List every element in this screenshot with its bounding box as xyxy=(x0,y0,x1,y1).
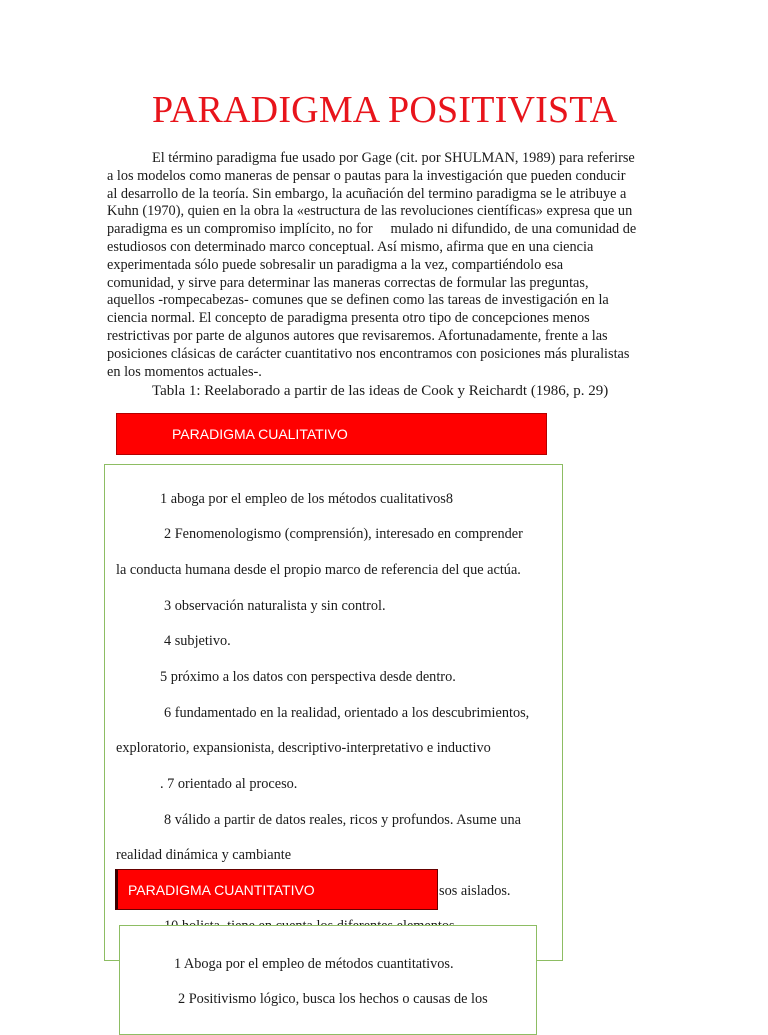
paragraph-line: comunidad, y sirve para determinar las maneras correctas de formular las preguntas, xyxy=(107,274,589,291)
paragraph-line: experimentada sólo puede sobresalir un paradigma a la vez, compartiéndolo esa xyxy=(107,256,564,273)
cualitativo-item: 8 válido a partir de datos reales, ricos y profundos. Asume una xyxy=(164,812,521,828)
paragraph-line: al desarrollo de la teoría. Sin embargo, la acuñación del termino paradigma se le atribuye a xyxy=(107,185,627,202)
paragraph-line: posiciones clásicas de carácter cuantitativo nos encontramos con posiciones más pluralistas xyxy=(107,345,630,362)
paragraph-line: estudiosos con determinado marco conceptual. Así mismo, afirma que en una ciencia xyxy=(107,238,594,255)
cualitativo-item: la conducta humana desde el propio marco de referencia del que actúa. xyxy=(116,562,521,578)
cuantitativo-box xyxy=(119,925,537,1035)
paragraph-line: ciencia normal. El concepto de paradigma presenta otro tipo de concepciones menos xyxy=(107,310,590,327)
paragraph-line: restrictivas por parte de algunos autores que revisaremos. Afortunadamente, frente a las xyxy=(107,327,608,344)
cuantitativo-item: 1 Aboga por el empleo de métodos cuantitativos. xyxy=(174,956,454,972)
cuantitativo-header: PARADIGMA CUANTITATIVO xyxy=(115,869,438,910)
cualitativo-item: 6 fundamentado en la realidad, orientado a los descubrimientos, xyxy=(164,705,530,721)
paragraph-line: a los modelos como maneras de pensar o pautas para la investigación que pueden conducir xyxy=(107,167,626,184)
cualitativo-item: realidad dinámica y cambiante xyxy=(116,847,292,863)
page-title: PARADIGMA POSITIVISTA xyxy=(152,89,618,131)
paragraph-line: El término paradigma fue usado por Gage (cit. por SHULMAN, 1989) para referirse xyxy=(152,150,635,166)
cualitativo-item: exploratorio, expansionista, descriptivo-interpretativo e inductivo xyxy=(116,740,491,756)
paragraph-line: aquellos -rompecabezas- comunes que se definen como las tareas de investigación en la xyxy=(107,292,609,309)
cualitativo-item: 3 observación naturalista y sin control. xyxy=(164,598,386,614)
cualitativo-header: PARADIGMA CUALITATIVO xyxy=(116,413,547,455)
cualitativo-item: . 7 orientado al proceso. xyxy=(160,776,298,792)
paragraph-line: paradigma es un compromiso implícito, no for mulado ni difundido, de una comunidad de xyxy=(107,221,637,238)
cualitativo-item: 1 aboga por el empleo de los métodos cualitativos8 xyxy=(160,491,454,507)
cualitativo-item: sos aislados. xyxy=(439,883,511,899)
cualitativo-item: 4 subjetivo. xyxy=(164,633,231,649)
cualitativo-item: 5 próximo a los datos con perspectiva desde dentro. xyxy=(160,669,456,685)
cuantitativo-item: 2 Positivismo lógico, busca los hechos o causas de los xyxy=(178,991,488,1007)
paragraph-line: Kuhn (1970), quien en la obra la «estructura de las revoluciones científicas» expresa que un xyxy=(107,203,633,220)
table-caption: Tabla 1: Reelaborado a partir de las ideas de Cook y Reichardt (1986, p. 29) xyxy=(152,383,609,399)
paragraph-line: en los momentos actuales-. xyxy=(107,363,262,380)
intro-paragraph xyxy=(107,150,662,381)
cualitativo-item: 2 Fenomenologismo (comprensión), interesado en comprender xyxy=(164,526,523,542)
